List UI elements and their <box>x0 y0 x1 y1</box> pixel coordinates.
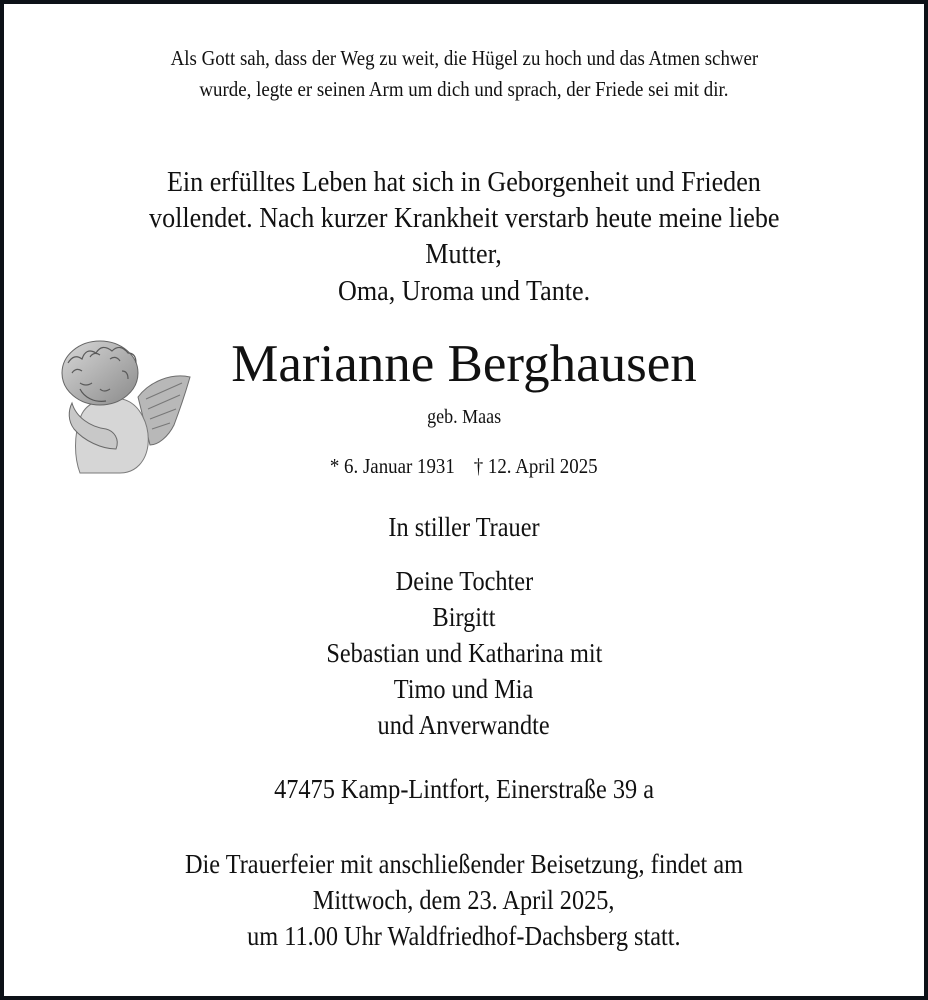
family-text-4: Timo und Mia <box>394 674 534 704</box>
family-text-1: Deine Tochter <box>395 566 533 596</box>
life-dates-text <box>330 454 598 479</box>
intro-line-1 <box>4 166 924 199</box>
death-date: † 12. April 2025 <box>473 454 598 478</box>
family-text-5: und Anverwandte <box>377 710 551 740</box>
service-line-2 <box>4 885 924 916</box>
service-text-1: Die Trauerfeier mit anschließender Beisetzung, findet am <box>184 849 744 879</box>
intro-text-4: Oma, Uroma und Tante. <box>337 275 591 307</box>
family-line-4 <box>4 674 924 705</box>
service-line-3 <box>4 921 924 952</box>
obituary-page <box>4 4 924 996</box>
intro-text-1: Ein erfülltes Leben hat sich in Geborgenheit und Frieden <box>167 166 761 198</box>
service-text-3: um 11.00 Uhr Waldfriedhof-Dachsberg statt. <box>247 921 681 951</box>
mourning-heading-text: In stiller Trauer <box>388 512 540 542</box>
quote-line-1 <box>4 46 924 71</box>
intro-line-4 <box>4 275 924 308</box>
family-text-2: Birgitt <box>432 602 496 632</box>
birth-date: * 6. Januar 1931 <box>330 454 456 478</box>
family-line-2 <box>4 602 924 633</box>
family-line-5 <box>4 710 924 741</box>
life-dates <box>4 454 924 479</box>
intro-line-2 <box>4 202 924 235</box>
intro-line-3 <box>4 238 924 271</box>
family-line-3 <box>4 638 924 669</box>
mourning-heading <box>4 512 924 543</box>
quote-text-2: wurde, legte er seinen Arm um dich und sprach, der Friede sei mit dir. <box>199 77 729 101</box>
intro-text-2: vollendet. Nach kurzer Krankheit verstarb heute meine liebe <box>148 202 780 234</box>
family-text-3: Sebastian und Katharina mit <box>325 638 603 668</box>
family-line-1 <box>4 566 924 597</box>
service-text-2: Mittwoch, dem 23. April 2025, <box>313 885 615 915</box>
deceased-name: Marianne Berghausen <box>231 335 697 393</box>
maiden-name-text: geb. Maas <box>427 406 501 428</box>
quote-line-2 <box>4 77 924 102</box>
maiden-name <box>4 406 924 429</box>
intro-text-3: Mutter, <box>425 238 503 270</box>
address-text: 47475 Kamp-Lintfort, Einerstraße 39 a <box>274 774 654 804</box>
quote-text-1: Als Gott sah, dass der Weg zu weit, die Hügel zu hoch und das Atmen schwer <box>170 46 758 70</box>
address <box>4 774 924 805</box>
service-line-1 <box>4 849 924 880</box>
